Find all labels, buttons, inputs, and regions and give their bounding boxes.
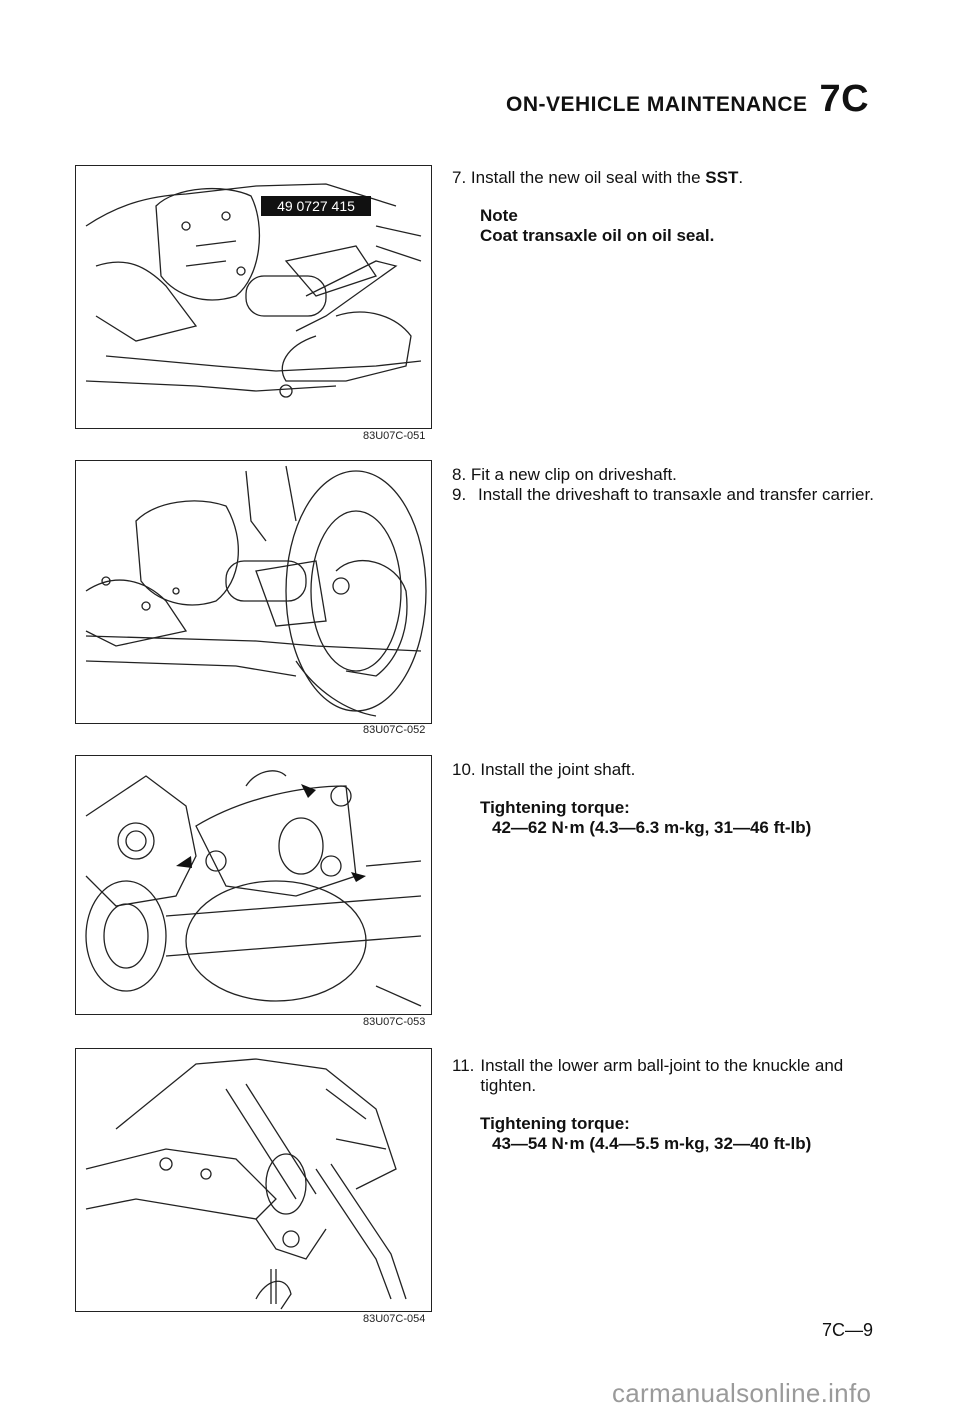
note-heading: Note: [480, 206, 518, 225]
torque-heading: Tightening torque:: [480, 1114, 630, 1133]
torque-value: 43—54 N·m (4.4—5.5 m-kg, 32—40 ft-lb): [492, 1134, 812, 1153]
step-text: Fit a new clip on driveshaft.: [470, 465, 677, 484]
note-text: Coat transaxle oil on oil seal.: [480, 226, 715, 245]
arrow-marker: [176, 856, 192, 868]
step-text: Install the driveshaft to transaxle and transfer carrier.: [478, 485, 874, 504]
watermark: carmanualsonline.info: [612, 1378, 872, 1408]
figure-joint-shaft-install: [75, 755, 432, 1015]
figure-caption: 83U07C-054: [363, 1313, 426, 1325]
step-text: Install the lower arm ball-joint to the knuckle and tighten.: [480, 1056, 844, 1095]
torque-value: 42—62 N·m (4.3—6.3 m-kg, 31—46 ft-lb): [492, 818, 812, 837]
ball-joint-illustration: [76, 1049, 431, 1311]
torque-heading: Tightening torque:: [480, 798, 630, 817]
step-number: 7.: [452, 168, 467, 187]
figure-caption: 83U07C-052: [363, 724, 426, 736]
page-header: [506, 78, 869, 121]
step-number: 10.: [452, 760, 476, 779]
tool-label: 49 0727 415: [277, 198, 355, 214]
step-10: [452, 760, 892, 838]
figure-driveshaft-install: [75, 460, 432, 724]
step-number: 8.: [452, 465, 467, 484]
step-8: [452, 465, 892, 485]
oil-seal-illustration: [76, 166, 431, 428]
step-number: 11.: [452, 1056, 475, 1075]
step-text: Install the joint shaft.: [480, 760, 636, 779]
step-text-bold: SST: [705, 168, 739, 187]
step-9: [452, 485, 892, 505]
driveshaft-illustration: [76, 461, 431, 723]
arrow-marker: [301, 784, 316, 798]
figure-ball-joint-install: [75, 1048, 432, 1312]
page-number: 7C—9: [822, 1320, 874, 1340]
section-code: 7C: [819, 78, 870, 120]
joint-shaft-illustration: [76, 756, 431, 1014]
figure-caption: 83U07C-053: [363, 1016, 426, 1028]
figure-caption: 83U07C-051: [363, 430, 426, 442]
step-text-end: .: [738, 168, 744, 187]
step-text: Install the new oil seal with the: [470, 168, 706, 187]
step-number: 9.: [452, 485, 467, 504]
figure-oil-seal-install: [75, 165, 432, 429]
step-7: [452, 168, 892, 246]
header-title: ON-VEHICLE MAINTENANCE: [506, 93, 808, 116]
step-11: [452, 1056, 892, 1154]
